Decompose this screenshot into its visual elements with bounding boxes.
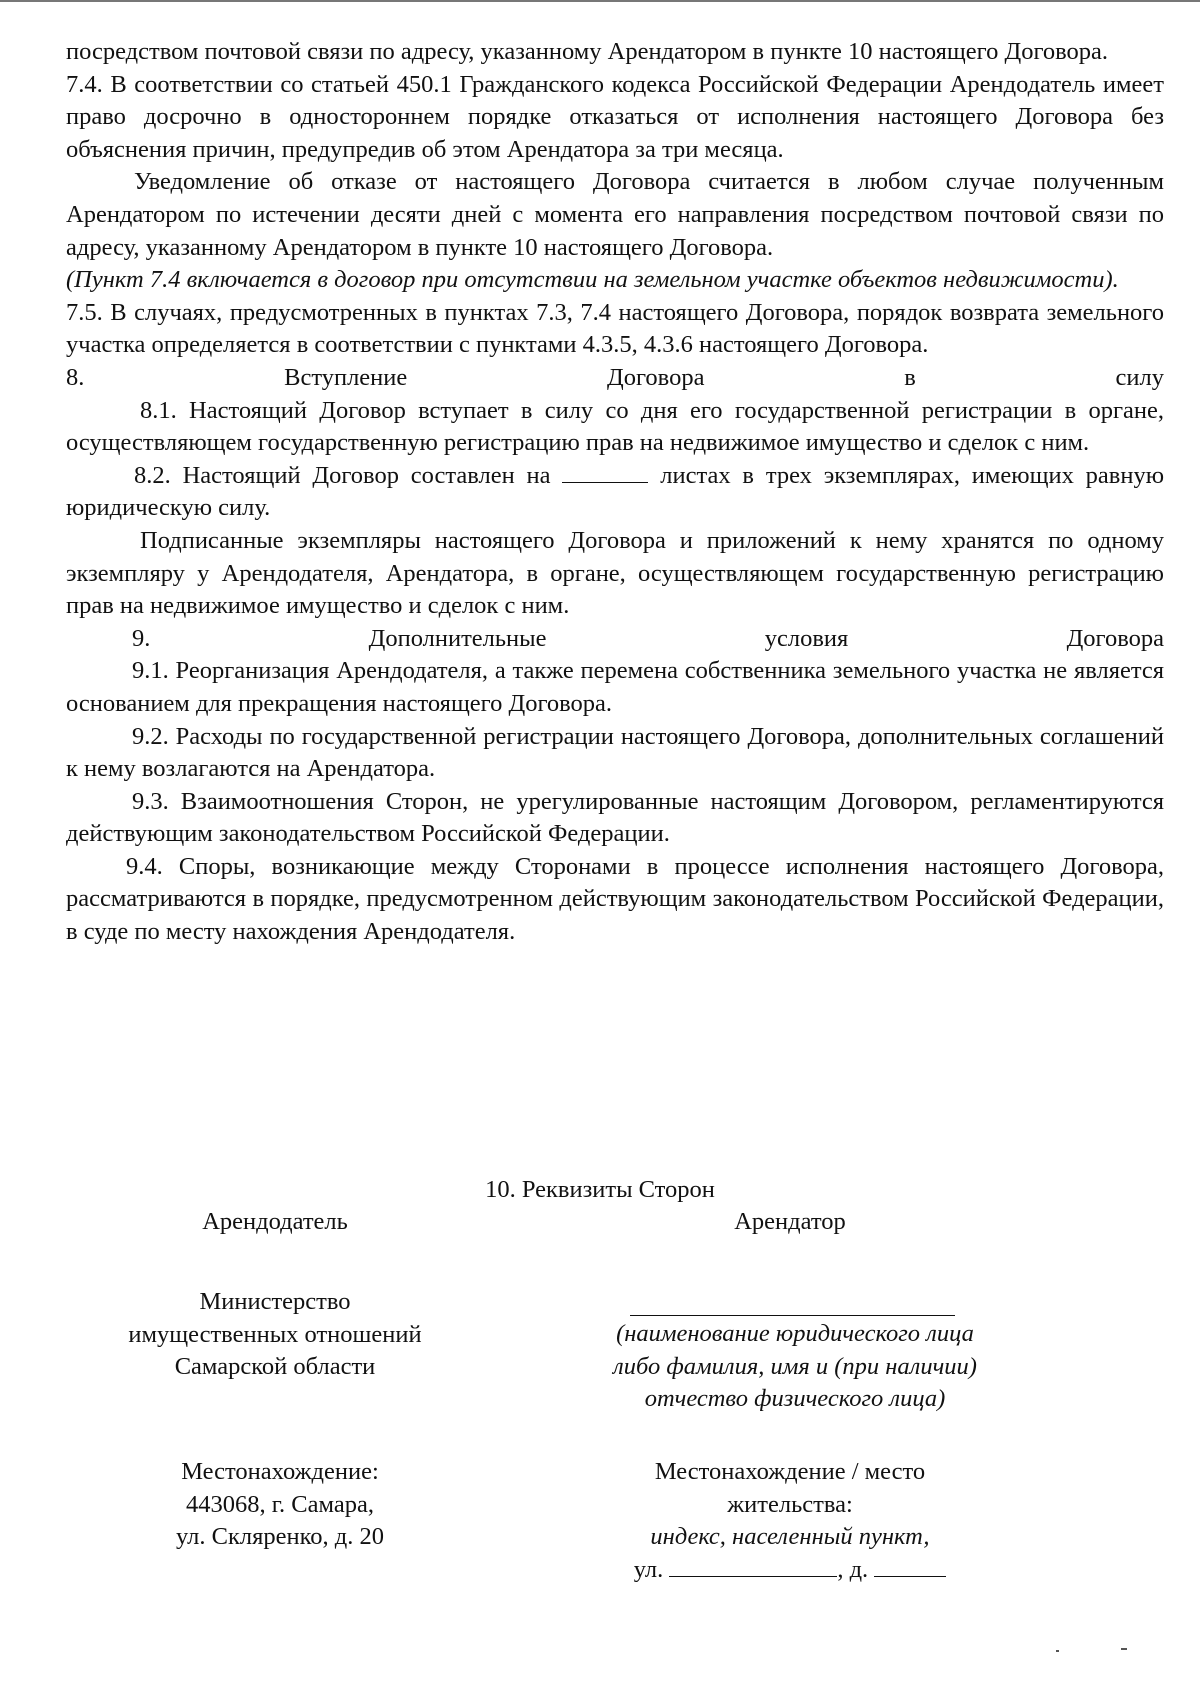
landlord-name-line-3: Самарской области xyxy=(174,1353,376,1380)
clause-8-2-text-end: листах в трех экземплярах, имеющих равную юридическую силу. xyxy=(66,461,1165,522)
paragraph-notice-address: посредством почтовой связи по адресу, указанному Арендатором в пункте 10 настоящего Договора. xyxy=(66,38,1109,65)
clause-8-2 xyxy=(66,460,1164,525)
note-clause-7-4: (Пункт 7.4 включается в договор при отсутствии на земельном участке объектов недвижимости). xyxy=(66,266,1119,294)
tenant-street-line xyxy=(590,1554,990,1587)
clause-9-1: 9.1. Реорганизация Арендодателя, а также перемена собственника земельного участка не является основанием для прекращения настоящего Договора. xyxy=(66,657,1164,717)
house-prefix: , д. xyxy=(837,1555,869,1583)
landlord-address-block xyxy=(110,1456,450,1554)
contract-text xyxy=(66,36,1164,949)
paragraph-signed-copies: Подписанные экземпляры настоящего Договора и приложений к нему хранятся по одному экземпляру у Арендодателя, Арендатора, в органе, осуществляющем государственную регистрацию прав на недвижимое имущество и сделок с ним. xyxy=(66,526,1164,620)
scan-speck xyxy=(1056,1650,1059,1652)
clause-8-1: 8.1. Настоящий Договор вступает в силу со дня его государственной регистрации в органе, осуществляющем государственную регистрацию прав на недвижимое имущество и сделок с ним. xyxy=(66,396,1164,457)
section-9-heading: 9. Дополнительные условия Договора xyxy=(132,624,1164,652)
tenant-address-hint: индекс, населенный пункт, xyxy=(650,1523,930,1550)
street-blank xyxy=(669,1554,837,1577)
landlord-heading: Арендодатель xyxy=(202,1208,348,1235)
tenant-name-blank xyxy=(630,1315,955,1316)
landlord-address-city: 443068, г. Самара, xyxy=(186,1490,374,1518)
tenant-heading: Арендатор xyxy=(734,1208,846,1235)
section-8-heading: 8. Вступление Договора в силу xyxy=(66,363,1164,391)
sheets-count-blank xyxy=(562,460,648,483)
clause-7-5: 7.5. В случаях, предусмотренных в пунктах 7.3, 7.4 настоящего Договора, порядок возврата земельного участка определяется в соответствии с пунктами 4.3.5, 4.3.6 настоящего Договора. xyxy=(66,298,1164,359)
street-prefix: ул. xyxy=(633,1555,664,1583)
paragraph-refusal-notice: Уведомление об отказе от настоящего Договора считается в любом случае полученным Арендатором по истечении десяти дней с момента его направления посредством почтовой связи по адресу, указанному Арендатором в пункте 10 настоящего Договора. xyxy=(66,168,1164,261)
clause-9-4: 9.4. Споры, возникающие между Сторонами в процессе исполнения настоящего Договора, рассматриваются в порядке, предусмотренном действующим законодательством Российской Федерации, в суде по месту нахождения Арендодателя. xyxy=(66,852,1164,946)
tenant-name-hint-line-1: (наименование юридического лица xyxy=(616,1320,974,1347)
house-blank xyxy=(874,1554,946,1577)
landlord-name-block xyxy=(90,1286,460,1384)
landlord-address-street: ул. Скляренко, д. 20 xyxy=(176,1523,384,1550)
section-10-heading: 10. Реквизиты Сторон xyxy=(485,1176,715,1203)
landlord-name-line-1: Министерство xyxy=(199,1288,351,1315)
tenant-name-hint-line-3: отчество физического лица) xyxy=(644,1385,946,1412)
page-top-edge xyxy=(0,0,1200,2)
tenant-address-block xyxy=(590,1456,990,1586)
tenant-name-hint xyxy=(560,1318,1030,1416)
tenant-name-hint-line-2: либо фамилия, имя и (при наличии) xyxy=(613,1352,977,1380)
clause-7-4: 7.4. В соответствии со статьей 450.1 Гражданского кодекса Российской Федерации Арендодатель имеет право досрочно в одностороннем порядке отказаться от исполнения настоящего Договора без объяснения причин, предупредив об этом Арендатора за три месяца. xyxy=(66,70,1164,163)
tenant-address-label-2: жительства: xyxy=(727,1490,853,1518)
landlord-name-line-2: имущественных отношений xyxy=(128,1320,422,1348)
landlord-address-label: Местонахождение: xyxy=(181,1458,379,1485)
tenant-address-label-1: Местонахождение / место xyxy=(654,1458,926,1485)
clause-9-2: 9.2. Расходы по государственной регистрации настоящего Договора, дополнительных соглашений к нему возлагаются на Арендатора. xyxy=(66,722,1164,783)
clause-8-2-text-start: 8.2. Настоящий Договор составлен на xyxy=(134,461,551,489)
clause-9-3: 9.3. Взаимоотношения Сторон, не урегулированные настоящим Договором, регламентируются действующим законодательством Российской Федерации. xyxy=(66,787,1164,848)
scan-speck xyxy=(1121,1648,1127,1650)
